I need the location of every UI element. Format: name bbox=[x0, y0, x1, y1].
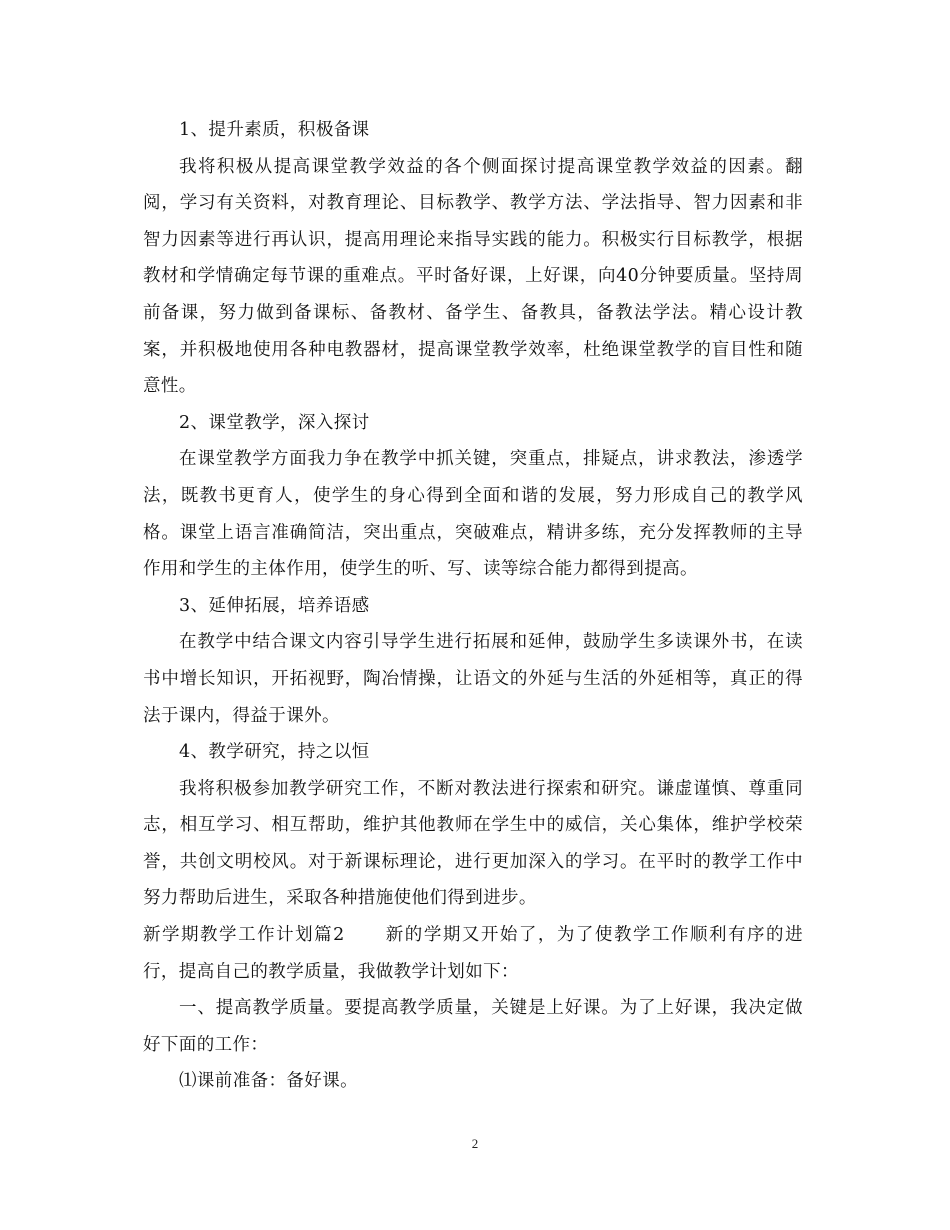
paragraph-4: 我将积极参加教学研究工作，不断对教法进行探索和研究。谦虚谨慎、尊重同志，相互学习、相互帮助，维护其他教师在学生中的威信，关心集体，维护学校荣誉，共创文明校风。对于新课标理论，进行更加深入的学习。在平时的教学工作中努力帮助后进生，采取各种措施使他们得到进步。 bbox=[143, 778, 803, 909]
document-body bbox=[143, 112, 803, 1100]
page-number: 2 bbox=[471, 1136, 479, 1151]
paragraph-1: 我将积极从提高课堂教学效益的各个侧面探讨提高课堂教学效益的因素。翻阅，学习有关资料，对教育理论、目标教学、教学方法、学法指导、智力因素和非智力因素等进行再认识，提高用理论来指导实践的能力。积极实行目标教学，根据教材和学情确定每节课的重难点。平时备好课，上好课，向40分钟要质量。坚持周前备课，努力做到备课标、备教材、备学生、备教具，备教法学法。精心设计教案，并积极地使用各种电教器材，提高课堂教学效率，杜绝课堂教学的盲目性和随意性。 bbox=[143, 156, 803, 397]
sub-point: ⑴课前准备：备好课。 bbox=[179, 1071, 358, 1092]
section-title: 新学期教学工作计划篇2 bbox=[143, 925, 345, 946]
heading-1: 1、提升素质，积极备课 bbox=[179, 120, 370, 140]
paragraph-3: 在教学中结合课文内容引导学生进行拓展和延伸，鼓励学生多读课外书，在读书中增长知识，开拓视野，陶冶情操，让语文的外延与生活的外延相等，真正的得法于课内，得益于课外。 bbox=[143, 632, 803, 726]
section-intro: 新的学期又开始了，为了使教学工作顺利有序的进行，提高自己的教学质量，我做教学计划如下： bbox=[143, 925, 803, 982]
point-one: 一、提高教学质量。要提高教学质量，关键是上好课。为了上好课，我决定做好下面的工作： bbox=[143, 998, 803, 1055]
paragraph-2: 在课堂教学方面我力争在教学中抓关键，突重点，排疑点，讲求教法，渗透学法，既教书更育人，使学生的身心得到全面和谐的发展，努力形成自己的教学风格。课堂上语言准确简洁，突出重点，突破难点，精讲多练，充分发挥教师的主导作用和学生的主体作用，使学生的听、写、读等综合能力都得到提高。 bbox=[143, 449, 803, 580]
heading-2: 2、课堂教学，深入探讨 bbox=[179, 412, 370, 433]
heading-4: 4、教学研究，持之以恒 bbox=[179, 742, 370, 763]
heading-3: 3、延伸拓展，培养语感 bbox=[179, 595, 370, 616]
section-paragraph bbox=[143, 917, 803, 990]
